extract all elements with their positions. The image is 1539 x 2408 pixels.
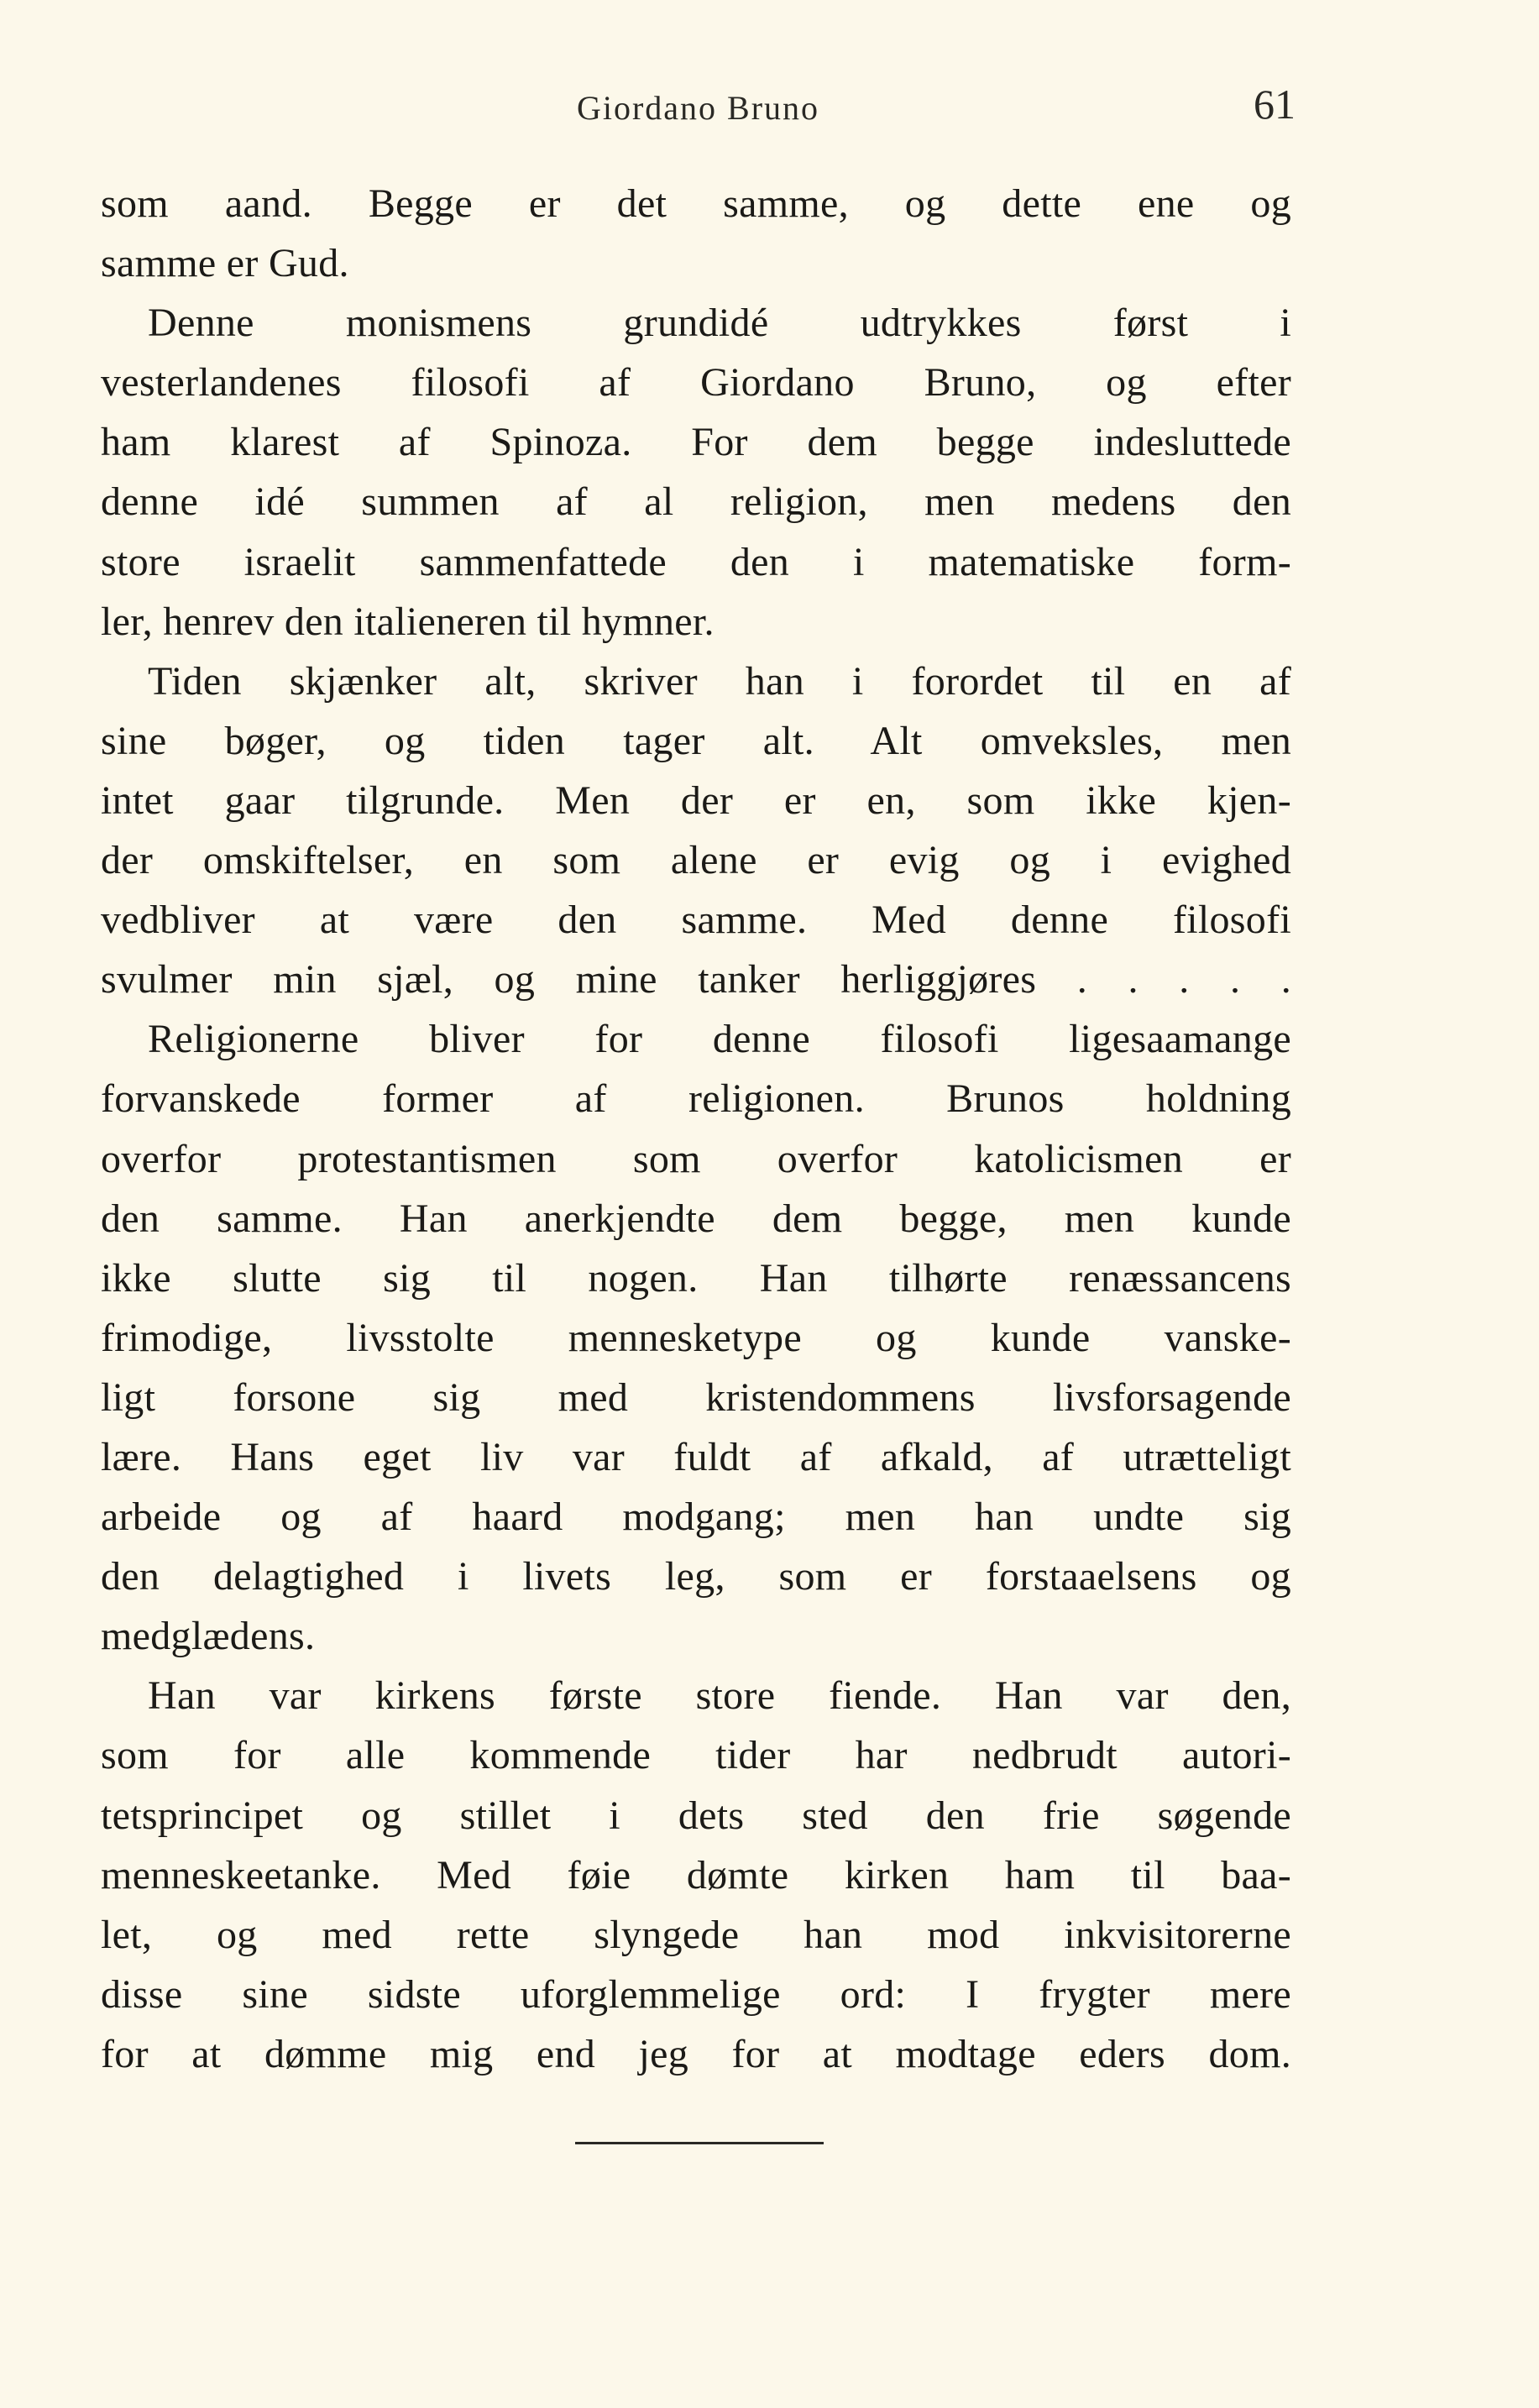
text-line: ligt forsone sig med kristendommens livsforsagende [101, 1374, 1291, 1420]
text-line: forvanskede former af religionen. Brunos holdning [101, 1076, 1291, 1122]
text-line: vesterlandenes filosofi af Giordano Bruno, og efter [101, 360, 1291, 406]
text-line: samme er Gud. [101, 241, 349, 286]
text-line: den delagtighed i livets leg, som er forstaaelsens og [101, 1554, 1291, 1599]
text-line: der omskiftelser, en som alene er evig og i evighed [101, 838, 1291, 883]
text-line: svulmer min sjæl, og mine tanker herliggjøres . . . . . [101, 957, 1291, 1002]
running-head-title: Giordano Bruno [576, 89, 820, 127]
text-line: ler, henrev den italieneren til hymner. [101, 599, 715, 644]
text-line: intet gaar tilgrunde. Men der er en, som ikke kjen- [101, 777, 1291, 823]
text-line: sine bøger, og tiden tager alt. Alt omveksles, men [101, 718, 1291, 763]
text-line: som for alle kommende tider har nedbrudt autori- [101, 1733, 1291, 1778]
text-line: vedbliver at være den samme. Med denne filosofi [101, 898, 1291, 943]
text-line: disse sine sidste uforglemmelige ord: I frygter mere [101, 1971, 1291, 2017]
text-line: ikke slutte sig til nogen. Han tilhørte renæssancens [101, 1255, 1291, 1301]
text-line: store israelit sammenfattede den i matematiske form- [101, 539, 1291, 584]
running-head [101, 80, 1296, 139]
text-line: tetsprincipet og stillet i dets sted den frie søgende [101, 1793, 1291, 1838]
text-line: arbeide og af haard modgang; men han undte sig [101, 1495, 1291, 1540]
text-line: overfor protestantismen som overfor katolicismen er [101, 1136, 1291, 1181]
text-line: lære. Hans eget liv var fuldt af afkald, af utrætteligt [101, 1434, 1291, 1479]
text-line: Religionerne bliver for denne filosofi ligesaamange [148, 1017, 1291, 1062]
text-line: Tiden skjænker alt, skriver han i forordet til en af [148, 658, 1291, 704]
text-line: som aand. Begge er det samme, og dette ene og [101, 181, 1291, 226]
text-line: menneskeetanke. Med føie dømte kirken ham til baa- [101, 1852, 1291, 1898]
text-line: for at dømme mig end jeg for at modtage eders dom. [101, 2031, 1291, 2076]
page-number: 61 [1254, 81, 1296, 128]
section-end-rule [575, 2142, 824, 2144]
text-line: Han var kirkens første store fiende. Han var den, [148, 1673, 1291, 1719]
body-text [101, 174, 1291, 2084]
text-line: denne idé summen af al religion, men medens den [101, 479, 1291, 525]
text-line: let, og med rette slyngede han mod inkvisitorerne [101, 1912, 1291, 1957]
text-line: frimodige, livsstolte mennesketype og kunde vanske- [101, 1315, 1291, 1360]
text-line: den samme. Han anerkjendte dem begge, men kunde [101, 1196, 1291, 1241]
text-line: ham klarest af Spinoza. For dem begge indesluttede [101, 420, 1291, 465]
text-line: Denne monismens grundidé udtrykkes først i [148, 301, 1291, 346]
text-line: medglædens. [101, 1614, 316, 1659]
